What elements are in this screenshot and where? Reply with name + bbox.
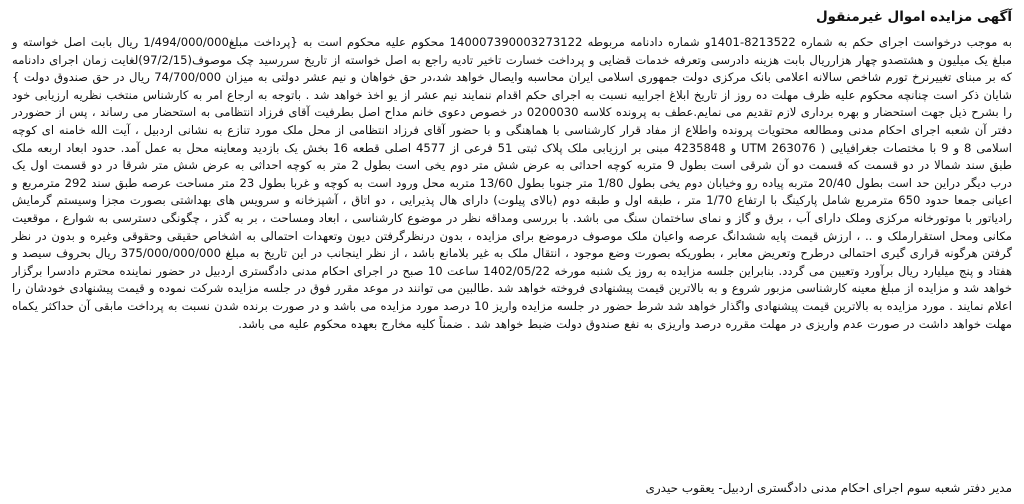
notice-body-paragraph: به موجب درخواست اجرای حکم به شماره 8213522-1401و شماره دادنامه مربوطه 140007390003273122 محکوم علیه محکوم است به {پرداخت مبلغ1/494/000/000 ریال بابت اصل خواسته و مبلغ یک میلیون و هشتصدو چهار هزارریال بابت هزینه دادرسی وتعرفه خدمات قضایی و پرداخت خسارت تاخیر تادیه راجع به اصل خواسته از تاریخ سررسید چک موصوف(97/2/15)لغایت زمان اجرای دادنامه که بر مبنای تغییرنرخ تورم شاخص سالانه اعلامی بانک مرکزی دولت جمهوری اسلامی ایران محاسبه وایصال خواهد شد،در حق خواهان و نیم عشر دولتی به میزان 74/700/000 ریال در حق صندوق دولت } شایان ذکر است چنانچه محکوم علیه ظرف مهلت ده روز از تاریخ ابلاغ اجراییه نسبت به اجرای حکم اقدام ننمایند نیم عشر از یو اخذ خواهد شد . باتوجه به ارجاع امر به کارشناس منتخب نظریه ارزیابی خود را بشرح ذیل جهت استحضار و بهره برداری لازم تقدیم می نمایم.عطف به پرونده کلاسه 0200030 در خصوص دعوی خانم مداح اصل بطرفیت آقای فرزاد انتظامی به استحضار می رساند ، پس از حضوردر دفتر آن شعبه اجرای احکام مدنی ومطالعه محتویات پرونده واطلاع از مفاد قرار کارشناسی با هماهنگی و با حضور آقای فرزاد انتظامی از محل ملک مورد تنازع به نشانی اردبیل ، آیت الله خامنه ای کوچه اسلامی 8 و 9 با مختصات جغرافیایی ( 263076 UTM و 4235848 مبنی بر ارزیابی ملک پلاک ثبتی 51 فرعی از 4577 اصلی قطعه 16 بخش یک بازدید ومعاینه محل به عمل آمد. حدود ابعاد اربعه ملک طبق سند شمالا در دو قسمت که قسمت دو آن شرقی است بطول 9 متربه کوچه احداثی به عرض شش متر دوم یخی است بطول 2 متر به کوچه احداثی به عرض شش متر شرقا در دو قسمت اول یک درب دیگر دراین حد است بطول 20/40 متربه پیاده رو وخیابان دوم یخی بطول 1/80 متر جنوبا بطول 13/60 متربه محل ورود است به کوچه و غربا بطول 23 متر مساحت عرصه طبق سند 292 مترمربع و اعیانی جمعا حدود 650 مترمربع شامل پارکینگ با ارتفاع 1/70 متر ، طبقه اول و طبقه دوم (بالای پیلوت) دارای هال پذیرایی ، دو اتاق ، آشپزخانه و سرویس های بهداشتی بصورت مجزا وسیستم گرمایش رادیاتور با موتورخانه مرکزی وملک دارای آب ، برق و گاز و نمای ساختمان سنگ می باشد. با بررسی ومداقه نظر در موضوع کارشناسی ، ابعاد ومساحت ، بر به گذر ، چگونگی دسترسی به شوارع ، موقعیت مکانی ومحل استقرارملک و .. ، ارزش قیمت پایه ششدانگ عرصه واعیان ملک موصوف درموضع برای مزایده ، بدون درنظرگرفتن دیون وتعهدات احتمالی به اشخاص حقیقی وحقوقی وغیره و بدون در نظر گرفتن هرگونه قراری گیری احتمالی درطرح وتعریض معابر ، بطوریکه بصورت وضع موجود ، انتقال ملک به غیر بلامانع باشد ، از نظر اینجانب در این تاریخ به مبلغ 375/000/000/000 ریال بحروف سیصد و هفتاد و پنج میلیارد ریال برآورد وتعیین می گردد. بنابراین جلسه مزایده به روز یک شنبه مورخه 1402/05/22 ساعت 10 صبح در اجرای احکام مدنی دادگستری اردبیل در حضور نماینده محترم دادسرا برگزار خواهد شد و مزایده از مبلغ معینه کارشناسی مزبور شروع و به بالاترین قیمت پیشنهادی فروخته خواهد شد .طالبین می توانند در موعد مقرر فوق در جلسه مزایده شرکت نموده و قیمت پیشنهادی خودشان را اعلام نمایند . مورد مزایده به بالاترین قیمت پیشنهادی واگذار خواهد شد شرط حضور در جلسه مزایده واریز 10 درصد مورد مزایده می باشد و در صورت برنده شدن نسبت به پرداخت مابقی آن حداکثر یکماه مهلت خواهد داشت در صورت عدم واریزی در مهلت مقرره درصد واریزی به نفع صندوق دولت ضبط خواهد شد . ضمناً کلیه مخارج بعهده محکوم علیه می باشد. — [12, 35, 1013, 331]
notice-title: آگهی مزایده اموال غیرمنقول — [815, 9, 1012, 25]
notice-signature: مدیر دفتر شعبه سوم اجرای احکام مدنی دادگستری اردبیل- یعقوب حیدری — [645, 481, 1012, 495]
